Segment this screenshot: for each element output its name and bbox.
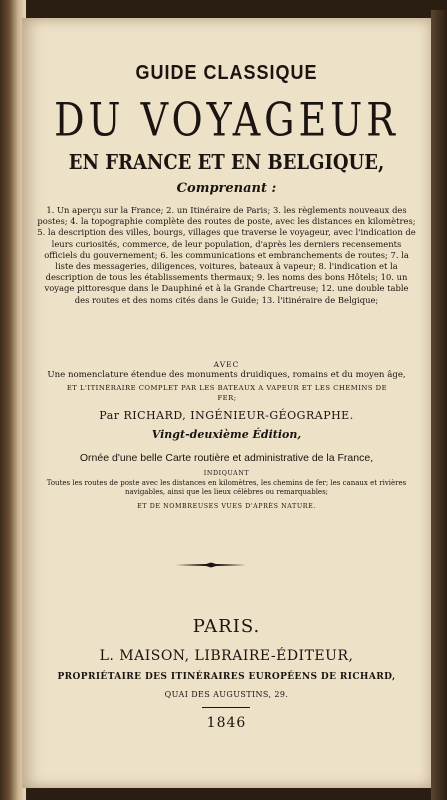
routes-text: Toutes les routes de poste avec les distances en kilomètres, les chemins de fer; les canaux et rivières navigables, ainsi que les lieux célèbres ou remarquables;	[46, 479, 407, 497]
title-line-3: EN FRANCE ET EN BELGIQUE,	[68, 150, 385, 175]
avec-label: AVEC	[213, 360, 240, 369]
vues-line: ET DE NOMBREUSES VUES D'APRÈS NATURE.	[137, 503, 316, 510]
indiquant-label: INDIQUANT	[203, 470, 250, 477]
itineraire-text: ET L'ITINÉRAIRE COMPLET PAR LES BATEAUX A VAPEUR ET LES CHEMINS DE FER;	[66, 384, 388, 402]
author-line: Par RICHARD, INGÉNIEUR-GÉOGRAPHE.	[99, 409, 354, 422]
title-line-1: GUIDE CLASSIQUE	[135, 60, 318, 84]
ornament-divider-icon	[176, 562, 246, 568]
year-rule	[202, 707, 250, 708]
title-line-2: DU VOYAGEUR	[54, 93, 399, 147]
nomenclature-text: Une nomenclature étendue des monuments druidiques, romains et du moyen âge,	[47, 370, 406, 380]
edition-line: Vingt-deuxième Édition,	[151, 428, 302, 441]
imprint-year: 1846	[206, 715, 247, 731]
map-description: Ornée d'une belle Carte routière et administrative de la France,	[79, 452, 374, 464]
imprint-address: QUAI DES AUGUSTINS, 29.	[164, 690, 289, 699]
comprenant-label: Comprenant :	[176, 181, 277, 196]
imprint-city: PARIS.	[192, 616, 261, 637]
title-page	[22, 18, 431, 788]
book-cover-edge	[431, 10, 447, 800]
contents-list: 1. Un aperçu sur la France; 2. un Itinéraire de Paris; 3. les règlements nouveaux des postes; 4. la topographie complète des routes de poste, avec les distances en kilomètres; 5. la description des villes, bourgs, villages que traverse le voyageur, avec l'indication de leurs curiosités, commerce, de leur population, d'après les derniers recensements officiels du gouvernement; 6. les communications et embranchements de routes; 7. la liste des messageries, diligences, voitures, bateaux à vapeur; 8. l'indication et la description de tous les établissements thermaux; 9. les noms des bons Hôtels; 10. un voyage pittoresque dans le Dauphiné et à la Grande Chartreuse; 12. une double table des routes et des noms cités dans le Guide; 13. l'itinéraire de Belgique;	[37, 205, 416, 305]
imprint-proprietor: PROPRIÉTAIRE DES ITINÉRAIRES EUROPÉENS DE RICHARD,	[57, 672, 396, 682]
imprint-publisher: L. MAISON, LIBRAIRE-ÉDITEUR,	[99, 648, 354, 664]
